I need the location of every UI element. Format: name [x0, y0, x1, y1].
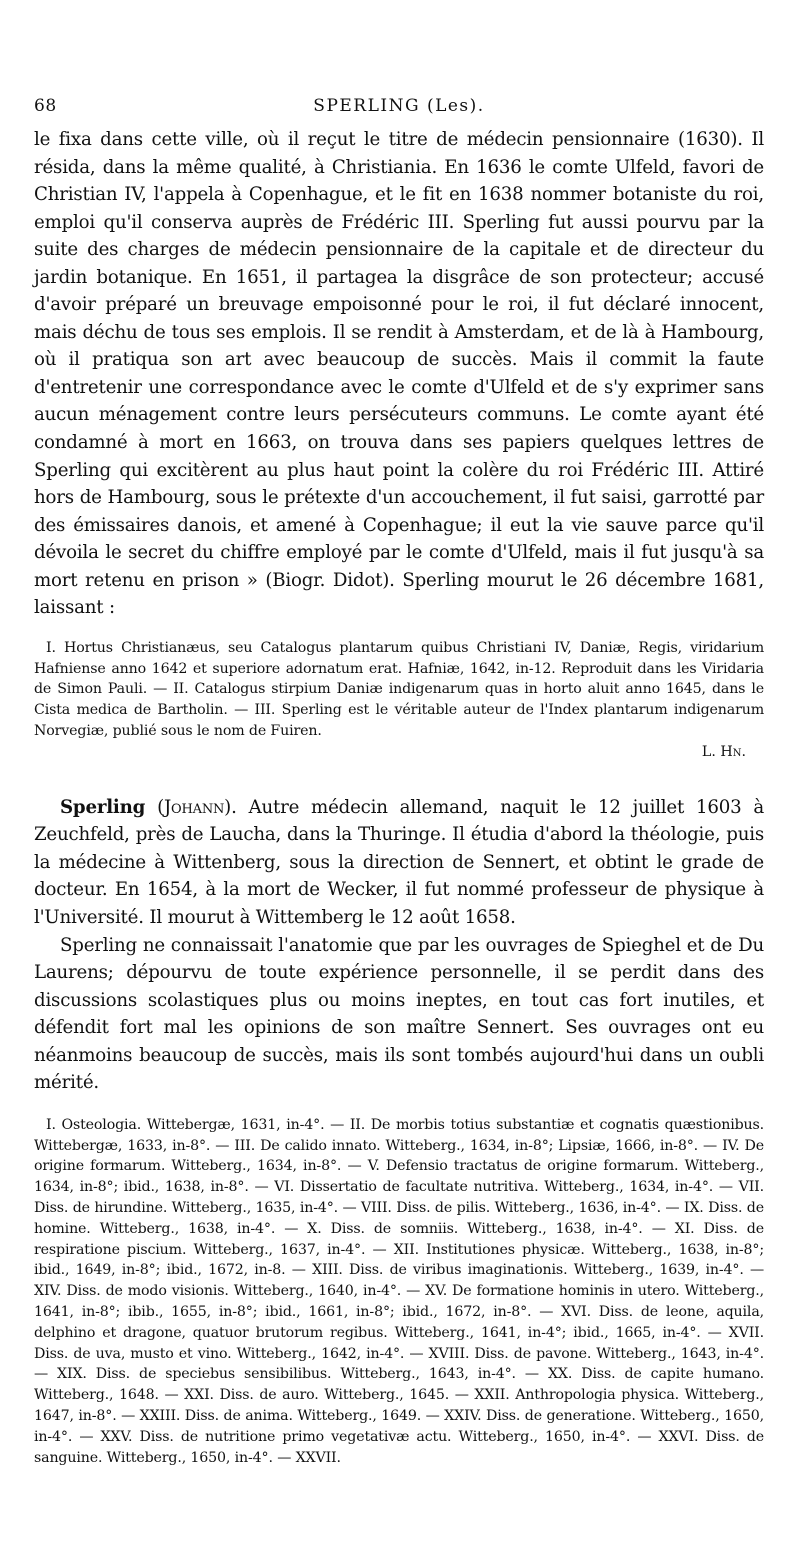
page-number: 68 — [34, 96, 57, 116]
headword-forename: (Johann). — [157, 796, 237, 818]
article-sperling-johann-paragraph-2: Sperling ne connaissait l'anatomie que par les ouvrages de Spieghel et de Du Laurens; dépourvu de toute expérience personnelle, il se perdit dans des discussions scolastiques plus ou moins ineptes, en tout cas fort inutiles, et défendit fort mal les opinions de son maître Sennert. Ses ouvrages ont eu néanmoins beaucoup de succès, mais ils sont tombés aujourd'hui dans un oubli mérité. — [34, 934, 764, 1094]
page-content — [34, 96, 764, 1468]
article-sperling-johann-bibliography: I. Osteologia. Wittebergæ, 1631, in-4°. — II. De morbis totius substantiæ et cognatis quæstionibus. Wittebergæ, 1633, in-8°. — III. De calido innato. Witteberg., 1634, in-8°; Lipsiæ, 1666, in-8°. — IV. De origine formarum. Witteberg., 1634, in-8°. — V. Defensio tractatus de origine formarum. Witteberg., 1634, in-8°; ibid., 1638, in-8°. — VI. Dissertatio de facultate nutritiva. Witteberg., 1634, in-4°. — VII. Diss. de hirundine. Witteberg., 1635, in-4°. — VIII. Diss. de pilis. Witteberg., 1636, in-4°. — IX. Diss. de homine. Witteberg., 1638, in-4°. — X. Diss. de somniis. Witteberg., 1638, in-4°. — XI. Diss. de respiratione piscium. Witteberg., 1637, in-4°. — XII. Institutiones physicæ. Witteberg., 1638, in-8°; ibid., 1649, in-8°; ibid., 1672, in-8. — XIII. Diss. de viribus imaginationis. Witteberg., 1639, in-4°. — XIV. Diss. de modo visionis. Witteberg., 1640, in-4°. — XV. De formatione hominis in utero. Witteberg., 1641, in-8°; ibib., 1655, in-8°; ibid., 1661, in-8°; ibid., 1672, in-8°. — XVI. Diss. de leone, aquila, delphino et dragone, quatuor brutorum regibus. Witteberg., 1641, in-4°; ibid., 1665, in-4°. — XVII. Diss. de uva, musto et vino. Witteberg., 1642, in-4°. — XVIII. Diss. de pavone. Witteberg., 1643, in-4°. — XIX. Diss. de speciebus sensibilibus. Witteberg., 1643, in-4°. — XX. Diss. de capite humano. Witteberg., 1648. — XXI. Diss. de auro. Witteberg., 1645. — XXII. Anthropologia physica. Witteberg., 1647, in-8°. — XXIII. Diss. de anima. Witteberg., 1649. — XXIV. Diss. de generatione. Witteberg., 1650, in-4°. — XXV. Diss. de nutritione primo vegetativæ actu. Witteberg., 1650, in-4°. — XXVI. Diss. de sanguine. Witteberg., 1650, in-4°. — XXVII. — [34, 1116, 764, 1466]
article-sperling-johann — [34, 794, 764, 1469]
headword: Sperling — [60, 796, 146, 818]
author-signature: L. Hn. — [701, 743, 746, 760]
article-sperling-les-bibliography: I. Hortus Christianæus, seu Catalogus plantarum quibus Christiani IV, Daniæ, Regis, viridarium Hafniense anno 1642 et superiore adornatum erat. Hafniæ, 1642, in-12. Reproduit dans les Viridaria de Simon Pauli. — II. Catalogus stirpium Daniæ indigenarum quas in horto aluit anno 1645, dans le Cista medica de Bartholin. — III. Sperling est le véritable auteur de l'Index plantarum indigenarum Norvegiæ, publié sous le nom de Fuiren. — [34, 639, 764, 740]
article-sperling-les-paragraph: le fixa dans cette ville, où il reçut le titre de médecin pensionnaire (1630). Il résida, dans la même qualité, à Christiania. En 1636 le comte Ulfeld, favori de Christian IV, l'appela à Copenhague, et le fit en 1638 nommer botaniste du roi, emploi qu'il conserva auprès de Frédéric III. Sperling fut aussi pourvu par la suite des charges de médecin pensionnaire de la capitale et de directeur du jardin botanique. En 1651, il partagea la disgrâce de son protecteur; accusé d'avoir préparé un breuvage empoisonné pour le roi, il fut déclaré innocent, mais déchu de tous ses emplois. Il se rendit à Amsterdam, et de là à Hambourg, où il pratiqua son art avec beaucoup de succès. Mais il commit la faute d'entretenir une correspondance avec le comte d'Ulfeld et de s'y exprimer sans aucun ménagement contre leurs persécuteurs communs. Le comte ayant été condamné à mort en 1663, on trouva dans ses papiers quelques lettres de Sperling qui excitèrent au plus haut point la colère du roi Frédéric III. Attiré hors de Hambourg, sous le prétexte d'un accouchement, il fut saisi, garrotté par des émissaires danois, et amené à Copenhague; il eut la vie sauve parce qu'il dévoila le secret du chiffre employé par le comte d'Ulfeld, mais il fut jusqu'à sa mort retenu en prison » (Biogr. Didot). Sperling mourut le 26 décembre 1681, laissant : — [34, 129, 764, 619]
article-sperling-johann-paragraph-1 — [34, 794, 764, 932]
running-title: SPERLING (Les). — [313, 96, 485, 116]
running-head — [34, 96, 764, 126]
article-sperling-johann-text: Autre médecin allemand, naquit le 12 juillet 1603 à Zeuchfeld, près de Laucha, dans la Thuringe. Il étudia d'abord la théologie, puis la médecine à Wittenberg, sous la direction de Sennert, et obtint le grade de docteur. En 1654, à la mort de Wecker, il fut nommé professeur de physique à l'Université. Il mourut à Wittemberg le 12 août 1658. — [34, 796, 764, 929]
